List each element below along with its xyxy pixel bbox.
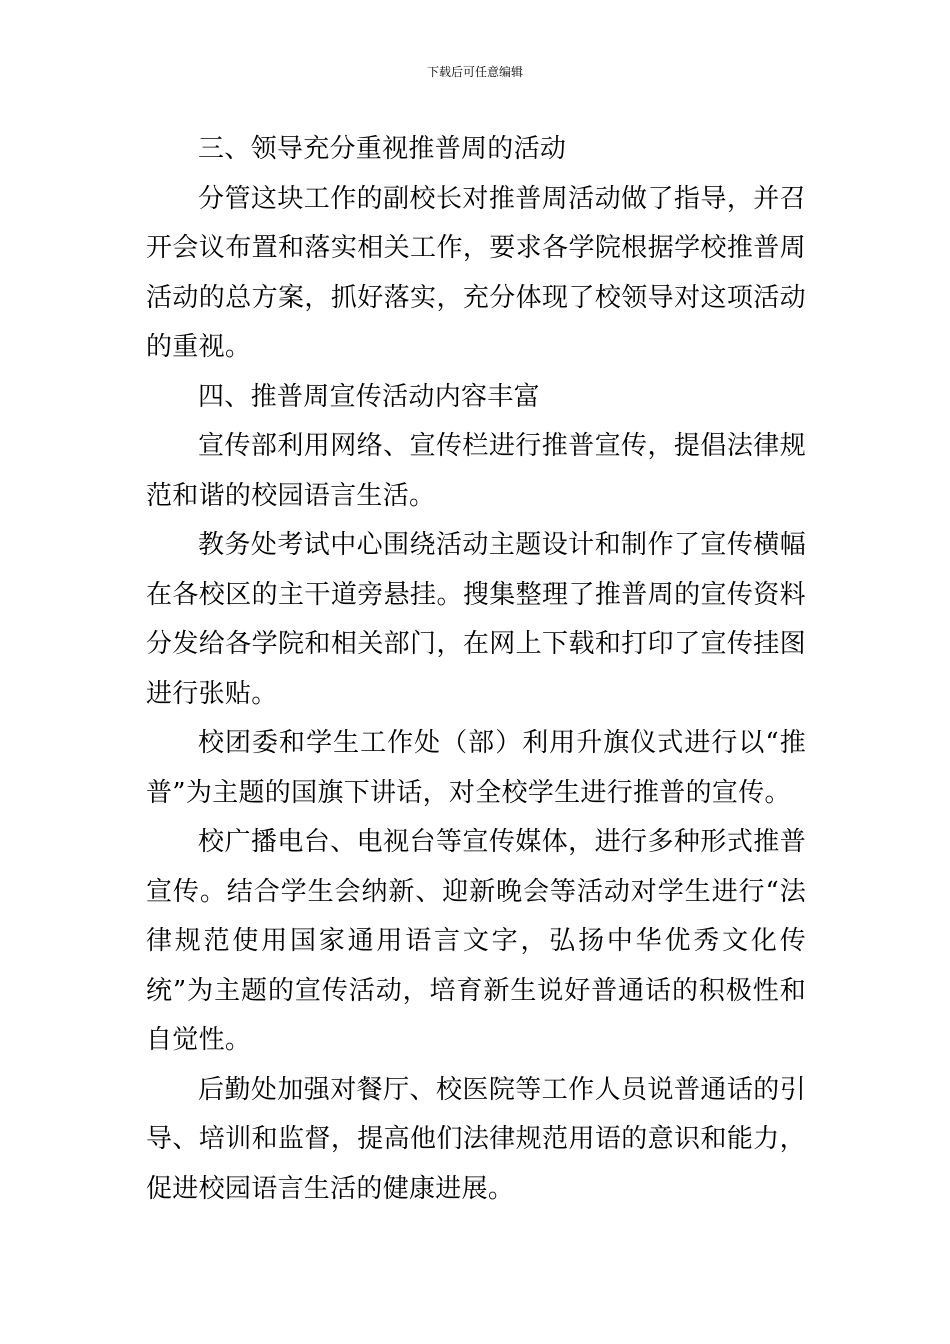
paragraph: 校广播电台、电视台等宣传媒体，进行多种形式推普宣传。结合学生会纳新、迎新晚会等活动对学生进行“法律规范使用国家通用语言文字，弘扬中华优秀文化传统”为主题的宣传活动，培育新生说好普通话的积极性和自觉性。: [146, 827, 806, 1055]
section-heading-3: 三、领导充分重视推普周的活动: [198, 134, 567, 164]
page-header: 下载后可任意编辑: [426, 65, 523, 79]
paragraph: 分管这块工作的副校长对推普周活动做了指导，并召开会议布置和落实相关工作，要求各学院根据学校推普周活动的总方案，抓好落实，充分体现了校领导对这项活动的重视。: [146, 183, 806, 362]
document-body: [146, 125, 806, 1214]
paragraph: 校团委和学生工作处（部）利用升旗仪式进行以“推普”为主题的国旗下讲话，对全校学生进行推普的宣传。: [146, 728, 806, 808]
paragraph: 教务处考试中心围绕活动主题设计和制作了宣传横幅在各校区的主干道旁悬挂。搜集整理了推普周的宣传资料分发给各学院和相关部门，在网上下载和打印了宣传挂图进行张贴。: [146, 530, 806, 709]
paragraph: 后勤处加强对餐厅、校医院等工作人员说普通话的引导、培训和监督，提高他们法律规范用语的意识和能力，促进校园语言生活的健康进展。: [146, 1074, 806, 1204]
section-heading-4: 四、推普周宣传活动内容丰富: [198, 381, 540, 412]
paragraph: 宣传部利用网络、宣传栏进行推普宣传，提倡法律规范和谐的校园语言生活。: [146, 431, 806, 511]
